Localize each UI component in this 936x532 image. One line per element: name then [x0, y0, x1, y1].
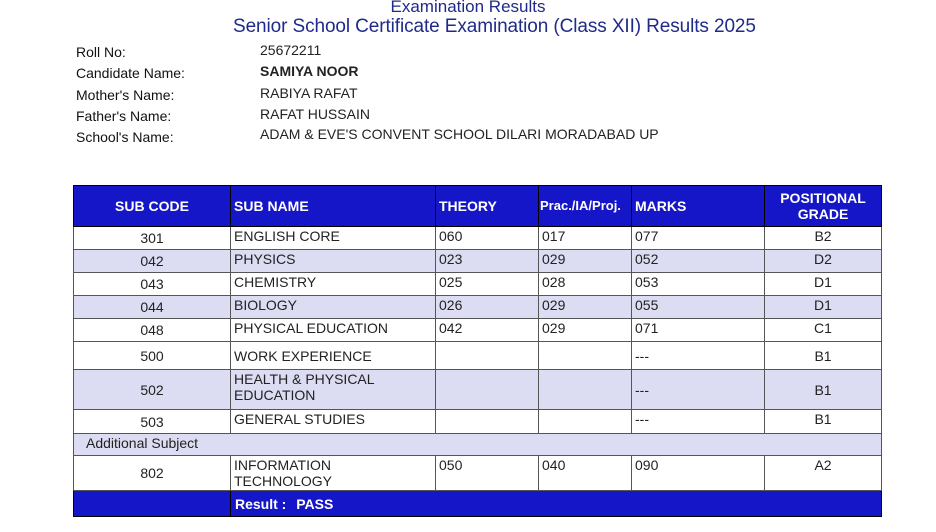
- additional-subject-row: [74, 434, 882, 456]
- roll-value: 25672211: [260, 42, 322, 58]
- result-spacer: [74, 491, 231, 517]
- table-row: [74, 410, 882, 434]
- header-marks: MARKS: [632, 186, 765, 227]
- marks-cell: 071: [632, 319, 765, 342]
- table-row: [74, 227, 882, 250]
- table-row: [74, 250, 882, 273]
- header-practical: Prac./IA/Proj.: [539, 186, 632, 227]
- results-table: [73, 185, 882, 517]
- sub-name-cell: ENGLISH CORE: [231, 227, 436, 250]
- practical-cell: 029: [539, 250, 632, 273]
- sub-code-cell: 503: [74, 410, 231, 434]
- roll-label: Roll No:: [76, 44, 126, 60]
- grade-cell: C1: [765, 319, 882, 342]
- table-row: [74, 296, 882, 319]
- result-label: Result :: [235, 495, 287, 512]
- school-name-label: School's Name:: [76, 129, 174, 145]
- marks-cell: ---: [632, 410, 765, 434]
- practical-cell: [539, 342, 632, 370]
- marks-cell: 055: [632, 296, 765, 319]
- header-theory: THEORY: [436, 186, 539, 227]
- additional-subject-label: Additional Subject: [74, 434, 882, 456]
- candidate-name-value: SAMIYA NOOR: [260, 63, 359, 79]
- theory-cell: 023: [436, 250, 539, 273]
- theory-cell: 026: [436, 296, 539, 319]
- theory-cell: [436, 342, 539, 370]
- theory-cell: [436, 410, 539, 434]
- grade-cell: D1: [765, 296, 882, 319]
- sub-code-cell: 043: [74, 273, 231, 296]
- grade-cell: A2: [765, 456, 882, 491]
- sub-code-cell: 044: [74, 296, 231, 319]
- marks-cell: 077: [632, 227, 765, 250]
- result-cell: [231, 491, 882, 517]
- header-positional-grade: POSITIONAL GRADE: [765, 186, 882, 227]
- sub-code-cell: 802: [74, 456, 231, 491]
- theory-cell: 025: [436, 273, 539, 296]
- theory-cell: 050: [436, 456, 539, 491]
- father-name-label: Father's Name:: [76, 108, 172, 124]
- sub-name-cell: BIOLOGY: [231, 296, 436, 319]
- theory-cell: 060: [436, 227, 539, 250]
- practical-cell: 029: [539, 319, 632, 342]
- sub-name-cell: GENERAL STUDIES: [231, 410, 436, 434]
- table-header-row: [74, 186, 882, 227]
- sub-name-cell: WORK EXPERIENCE: [231, 342, 436, 370]
- result-row: [74, 491, 882, 517]
- marks-cell: 052: [632, 250, 765, 273]
- sub-name-cell: HEALTH & PHYSICAL EDUCATION: [231, 370, 436, 410]
- results-title: Examination Results: [390, 0, 546, 16]
- candidate-name-label: Candidate Name:: [76, 65, 185, 81]
- table-row: [74, 342, 882, 370]
- sub-code-cell: 500: [74, 342, 231, 370]
- marks-cell: 090: [632, 456, 765, 491]
- grade-cell: B1: [765, 370, 882, 410]
- table-row: [74, 319, 882, 342]
- sub-code-cell: 048: [74, 319, 231, 342]
- exam-title: Senior School Certificate Examination (Class XII) Results 2025: [233, 16, 756, 37]
- sub-code-cell: 042: [74, 250, 231, 273]
- practical-cell: 017: [539, 227, 632, 250]
- marks-cell: 053: [632, 273, 765, 296]
- practical-cell: [539, 410, 632, 434]
- mother-name-label: Mother's Name:: [76, 87, 175, 103]
- mother-name-value: RABIYA RAFAT: [260, 85, 358, 101]
- practical-cell: [539, 370, 632, 410]
- practical-cell: 040: [539, 456, 632, 491]
- theory-cell: [436, 370, 539, 410]
- header-sub-code: SUB CODE: [74, 186, 231, 227]
- header-sub-name: SUB NAME: [231, 186, 436, 227]
- marks-cell: ---: [632, 370, 765, 410]
- sub-name-cell: PHYSICAL EDUCATION: [231, 319, 436, 342]
- grade-cell: D2: [765, 250, 882, 273]
- father-name-value: RAFAT HUSSAIN: [260, 106, 370, 122]
- grade-cell: B2: [765, 227, 882, 250]
- table-row: [74, 273, 882, 296]
- sub-code-cell: 502: [74, 370, 231, 410]
- result-value: PASS: [296, 495, 334, 512]
- practical-cell: 029: [539, 296, 632, 319]
- grade-cell: B1: [765, 410, 882, 434]
- sub-code-cell: 301: [74, 227, 231, 250]
- marks-cell: ---: [632, 342, 765, 370]
- grade-cell: D1: [765, 273, 882, 296]
- school-name-value: ADAM & EVE'S CONVENT SCHOOL DILARI MORADABAD UP: [260, 126, 659, 142]
- theory-cell: 042: [436, 319, 539, 342]
- grade-cell: B1: [765, 342, 882, 370]
- sub-name-cell: CHEMISTRY: [231, 273, 436, 296]
- practical-cell: 028: [539, 273, 632, 296]
- sub-name-cell: PHYSICS: [231, 250, 436, 273]
- sub-name-cell: INFORMATION TECHNOLOGY: [231, 456, 436, 491]
- table-row: [74, 370, 882, 410]
- table-row: [74, 456, 882, 491]
